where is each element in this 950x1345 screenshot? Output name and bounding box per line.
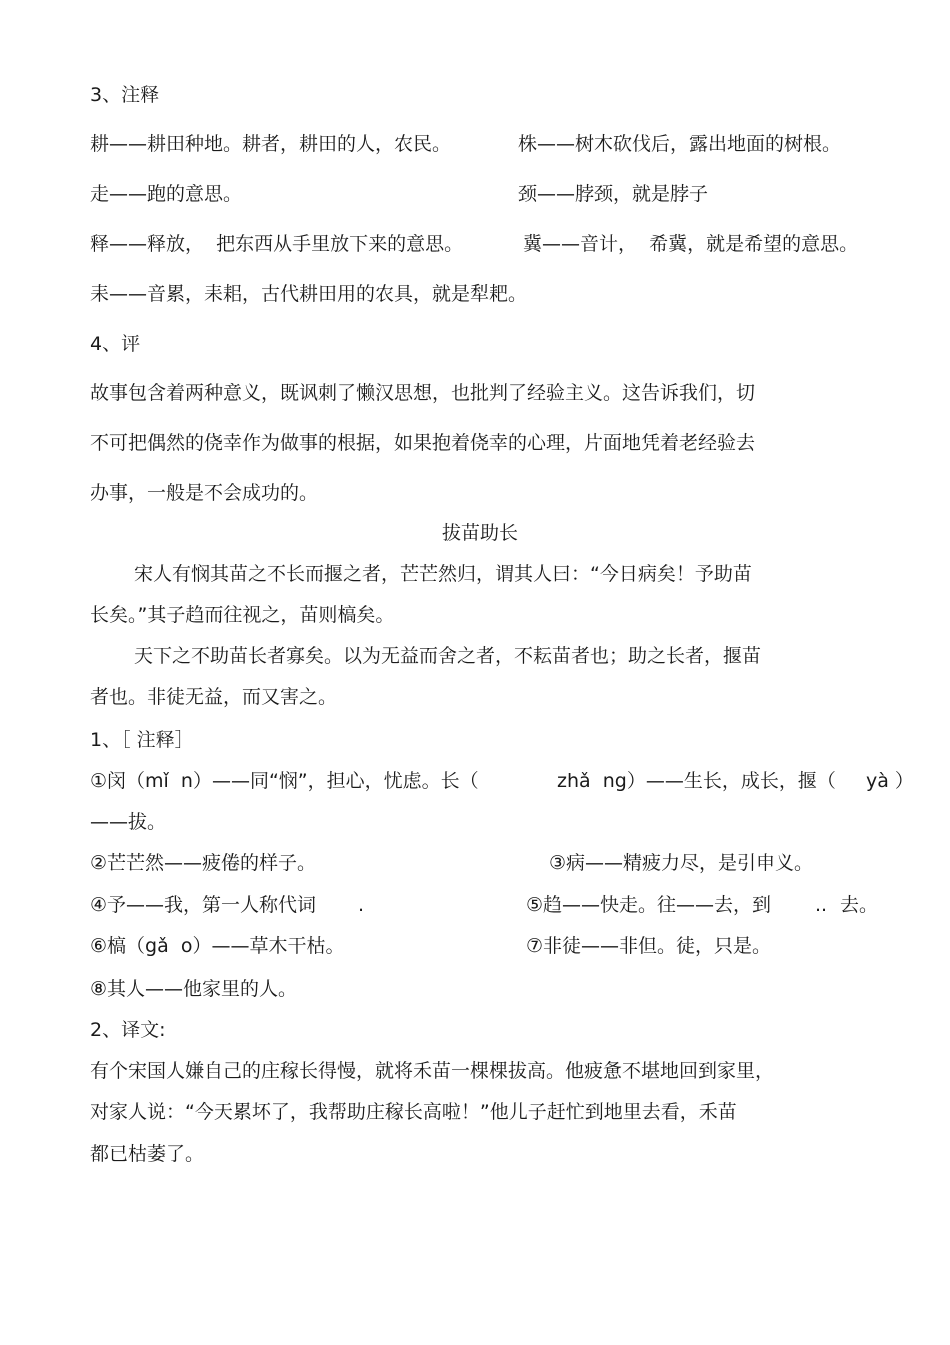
note-jing: 颈——脖颈，就是脖子 bbox=[518, 183, 709, 205]
story-note-5-end: 去。 bbox=[840, 894, 879, 916]
note-shi: 释——释放， 把东西从手里放下来的意思。 bbox=[90, 233, 464, 255]
story-note-2: ②芒芒然——疲倦的样子。 bbox=[90, 852, 317, 874]
story-note-1: ①闵（mǐ n）——同“悯”，担心，忧虑。长（ bbox=[90, 770, 479, 792]
story-para2-line: 者也。非徒无益，而又害之。 bbox=[90, 686, 338, 708]
comment-line: 故事包含着两种意义，既讽刺了懒汉思想，也批判了经验主义。这告诉我们，切 bbox=[90, 382, 756, 404]
story-note-7: ⑦非徒——非但。徒，只是。 bbox=[526, 935, 772, 957]
translation-line: 都已枯萎了。 bbox=[90, 1143, 205, 1165]
comment-line: 不可把偶然的侥幸作为做事的根据，如果抱着侥幸的心理，片面地凭着老经验去 bbox=[90, 432, 756, 454]
translation-line: 有个宋国人嫌自己的庄稼长得慢，就将禾苗一棵棵拔高。他疲惫不堪地回到家里， bbox=[90, 1060, 775, 1082]
comment-line: 办事，一般是不会成功的。 bbox=[90, 482, 319, 504]
story-note-1-pinyin: zhǎ ng）——生长，成长，揠（ bbox=[557, 770, 836, 792]
story-notes-heading: 1、［ 注释］ bbox=[90, 729, 194, 751]
translation-heading: 2、译文: bbox=[90, 1019, 166, 1041]
note-zou: 走——跑的意思。 bbox=[90, 183, 243, 205]
story-note-8: ⑧其人——他家里的人。 bbox=[90, 978, 298, 1000]
story-note-5-dots: .. bbox=[815, 894, 828, 916]
story-para2-line: 天下之不助苗长者寡矣。以为无益而舍之者，不耘苗者也；助之长者，揠苗 bbox=[134, 645, 762, 667]
story-note-5: ⑤趋——快走。往——去，到 bbox=[526, 894, 772, 916]
comment-heading: 4、评 bbox=[90, 333, 141, 355]
note-geng: 耕——耕田种地。耕者，耕田的人，农民。 bbox=[90, 133, 452, 155]
story-note-6: ⑥槁（gǎ o）——草木干枯。 bbox=[90, 935, 345, 957]
story-note-3: ③病——精疲力尽，是引申义。 bbox=[549, 852, 814, 874]
story-note-4: ④予——我，第一人称代词 bbox=[90, 894, 317, 916]
note-ji: 冀——音计， 希冀，就是希望的意思。 bbox=[523, 233, 859, 255]
translation-line: 对家人说：“今天累坏了，我帮助庄稼长高啦！”他儿子赶忙到地里去看，禾苗 bbox=[90, 1101, 737, 1123]
notes-heading: 3、注释 bbox=[90, 84, 160, 106]
story-title: 拔苗助长 bbox=[442, 522, 519, 544]
note-zhu: 株——树木砍伐后，露出地面的树根。 bbox=[518, 133, 842, 155]
story-note-1-end: yà ） bbox=[866, 770, 914, 792]
note-lei: 耒——音累，耒耜，古代耕田用的农具，就是犁耙。 bbox=[90, 283, 528, 305]
story-note-1-cont: ——拔。 bbox=[90, 811, 167, 833]
story-note-4-dot: . bbox=[358, 894, 365, 916]
story-para1-line: 长矣。”其子趋而往视之，苗则槁矣。 bbox=[90, 604, 395, 626]
story-para1-line: 宋人有悯其苗之不长而揠之者，芒芒然归，谓其人曰：“今日病矣！予助苗 bbox=[134, 563, 752, 585]
